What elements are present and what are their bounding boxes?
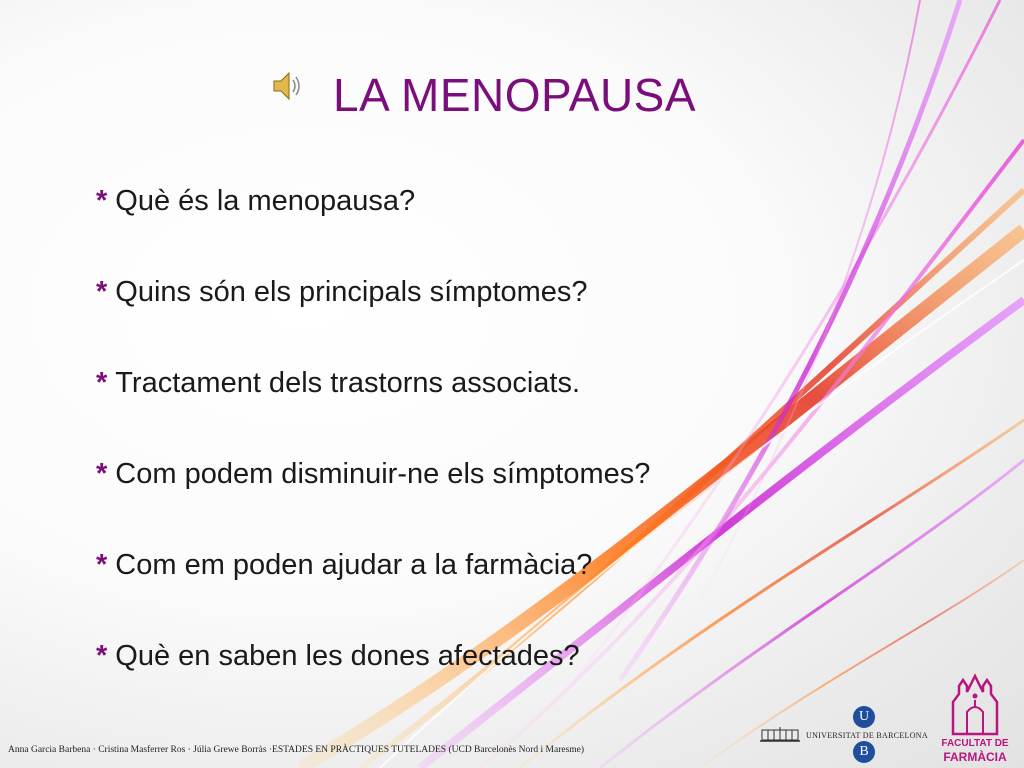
bullet-text: Quins són els principals símptomes?	[115, 276, 588, 308]
faculty-line1: FACULTAT DE	[941, 738, 1009, 749]
bullet-list	[96, 185, 650, 731]
slide-title: LA MENOPAUSA	[333, 69, 697, 121]
bullet-marker: *	[96, 549, 108, 581]
bullet-marker: *	[96, 640, 108, 672]
ub-u-badge: U	[853, 706, 875, 728]
bullet-item	[96, 276, 650, 367]
bullet-item	[96, 367, 650, 458]
faculty-logo	[935, 672, 1015, 766]
speaker-icon[interactable]	[270, 68, 304, 104]
bullet-text: Què és la menopausa?	[115, 185, 416, 217]
bullet-marker: *	[96, 276, 108, 308]
bullet-item	[96, 185, 650, 276]
bullet-marker: *	[96, 185, 108, 217]
university-logo	[760, 706, 930, 766]
bullet-text: Què en saben les dones afectades?	[115, 640, 580, 672]
bullet-text: Tractament dels trastorns associats.	[115, 367, 581, 399]
faculty-line2: FARMÀCIA	[943, 750, 1007, 764]
bullet-marker: *	[96, 367, 108, 399]
building-icon	[760, 724, 800, 744]
faculty-emblem-icon	[947, 672, 1003, 736]
ub-b-badge: B	[853, 741, 875, 763]
bullet-text: Com em poden ajudar a la farmàcia?	[115, 549, 593, 581]
ub-name: UNIVERSITAT DE BARCELONA	[806, 731, 928, 740]
bullet-text: Com podem disminuir-ne els símptomes?	[115, 458, 651, 490]
bullet-item	[96, 549, 650, 640]
footer-credits: Anna Garcia Barbena · Cristina Masferrer Ros · Júlia Grewe Borràs ·ESTADES EN PRÀCTIQUES TUTELADES (UCD Barcelonès Nord i Maresme)	[8, 745, 585, 755]
bullet-item	[96, 458, 650, 549]
bullet-item	[96, 640, 650, 731]
bullet-marker: *	[96, 458, 108, 490]
